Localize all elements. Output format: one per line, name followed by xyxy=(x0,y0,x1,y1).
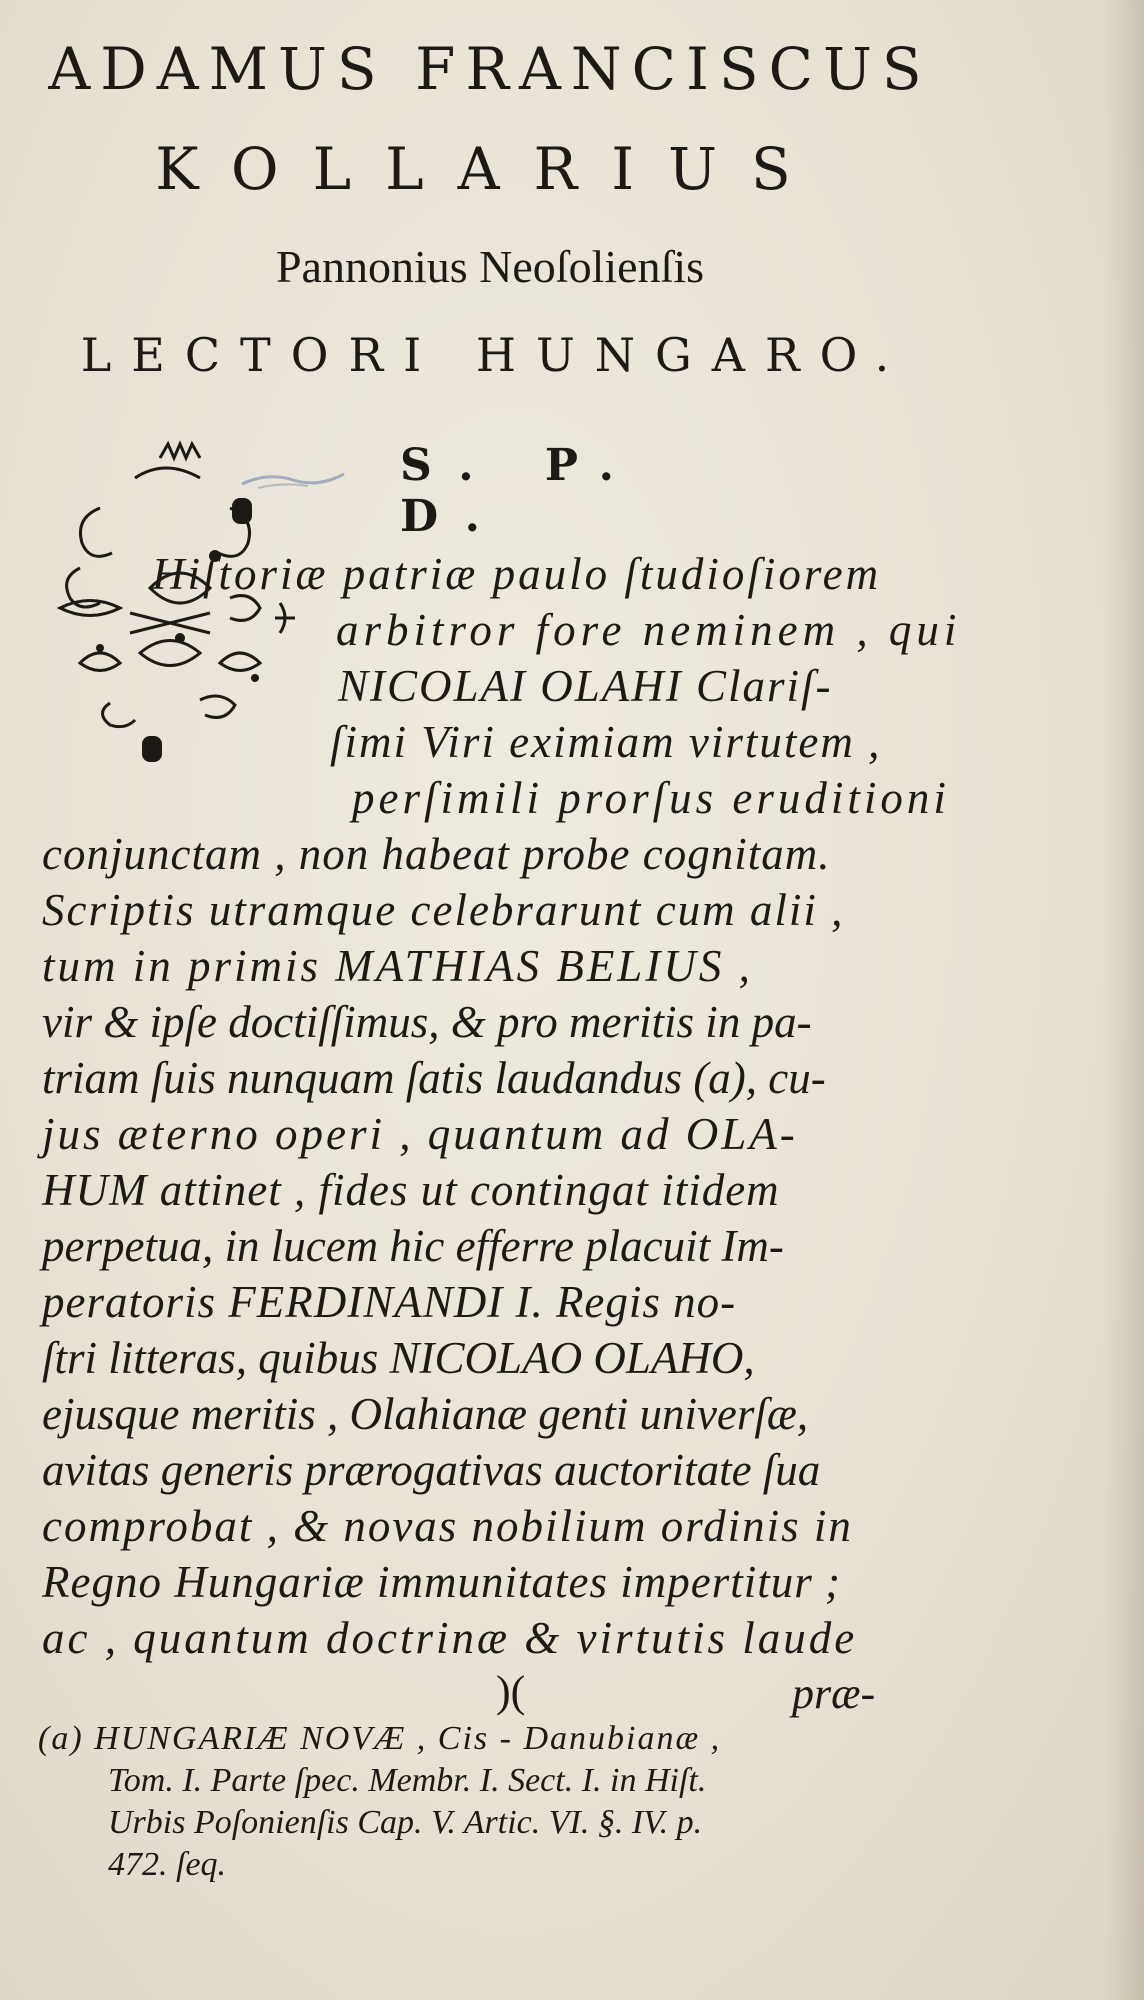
footnote-line: Urbis Poſonienſis Cap. V. Artic. VI. §. IV. p. xyxy=(108,1804,703,1841)
catchword: præ- xyxy=(792,1669,876,1718)
text-line: jus æterno operi , quantum ad OLA- xyxy=(42,1109,798,1159)
text-line: perſimili prorſus eruditioni xyxy=(352,773,950,823)
footnote-line: Tom. I. Parte ſpec. Membr. I. Sect. I. in Hiſt. xyxy=(108,1762,707,1799)
text-line: vir & ipſe doctiſſimus, & pro meritis in pa- xyxy=(42,997,812,1047)
text-line: HUM attinet , fides ut contingat itidem xyxy=(42,1165,780,1215)
text-line: Hiſtoriæ patriæ paulo ſtudioſiorem xyxy=(152,549,882,599)
text-line: perpetua, in lucem hic efferre placuit Im- xyxy=(42,1221,784,1271)
text-line: comprobat , & novas nobilium ordinis in xyxy=(42,1501,853,1551)
text-line: conjunctam , non habeat probe cognitam. xyxy=(42,829,831,879)
text-line: Regno Hungariæ immunitates impertitur ; xyxy=(42,1557,841,1607)
author-first-names: ADAMUS FRANCISCUS xyxy=(48,35,932,103)
text-line: avitas generis prærogativas auctoritate ſua xyxy=(42,1445,821,1495)
text-line: arbitror fore neminem , qui xyxy=(336,605,962,655)
text-line: NICOLAI OLAHI Clariſ- xyxy=(338,661,833,711)
author-origin: Pannonius Neoſolienſis xyxy=(275,241,705,292)
text-line: Scriptis utramque celebrarunt cum alii , xyxy=(42,885,845,935)
footnote-line: (a) HUNGARIÆ NOVÆ , Cis - Danubianæ , xyxy=(38,1720,722,1757)
text-line: triam ſuis nunquam ſatis laudandus (a), cu- xyxy=(42,1053,826,1103)
author-surname: KOLLARIUS xyxy=(155,135,825,203)
text-line: ejusque meritis , Olahianæ genti univerſæ, xyxy=(42,1389,809,1439)
signature-mark: )( xyxy=(496,1667,526,1716)
text-line: peratoris FERDINANDI I. Regis no- xyxy=(42,1277,737,1327)
text-line: ac , quantum doctrinæ & virtutis laude xyxy=(42,1613,858,1663)
dedication-heading: LECTORI HUNGARO. xyxy=(80,328,910,382)
decorative-initial-ornament xyxy=(40,438,320,798)
text-line: tum in primis MATHIAS BELIUS , xyxy=(42,941,753,991)
text-line: ſimi Viri eximiam virtutem , xyxy=(330,717,882,767)
footnote-line: 472. ſeq. xyxy=(108,1846,227,1883)
salutation: S. P. D. xyxy=(400,440,642,542)
text-line: ſtri litteras, quibus NICOLAO OLAHO, xyxy=(42,1333,755,1383)
